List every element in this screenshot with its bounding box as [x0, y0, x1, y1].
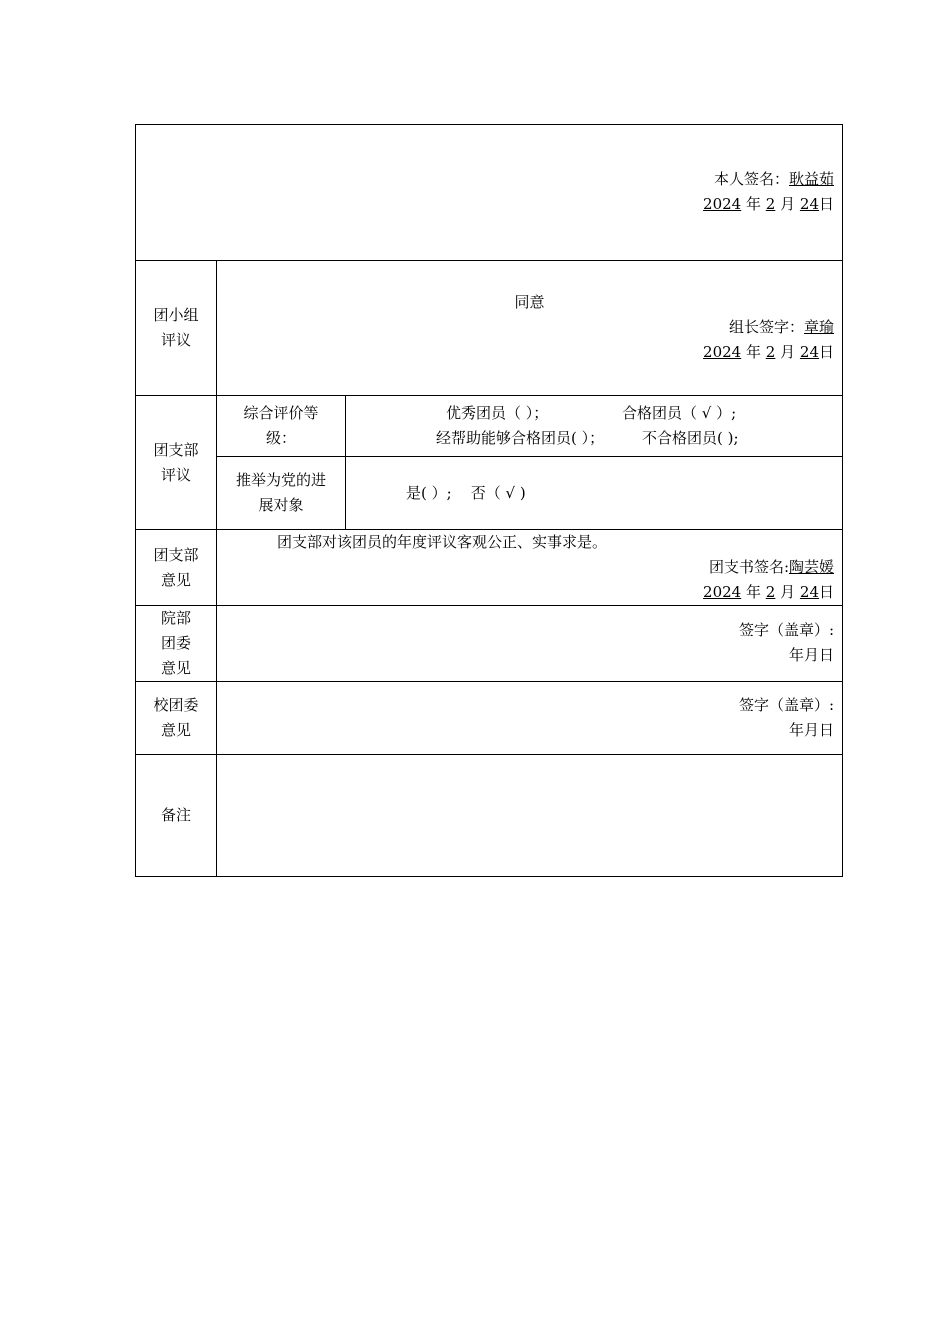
branch-rating-row [136, 396, 843, 457]
self-signature-row [136, 125, 843, 261]
college-committee-label: 院部 团委 意见 [136, 606, 217, 682]
self-signature-name: 耿益茹 [789, 170, 835, 188]
group-review-label: 团小组 评议 [136, 261, 217, 396]
branch-opinion-row [136, 530, 843, 606]
self-signature-label: 本人签名： [714, 170, 790, 188]
school-committee-label: 校团委 意见 [136, 682, 217, 755]
group-review-content [217, 261, 843, 396]
date-unit-day: 日 [819, 195, 835, 213]
school-committee-date: 年月日 [789, 721, 835, 739]
remarks-label: 备注 [136, 755, 217, 877]
group-review-date: 2024 年 2 月 24日 [703, 343, 835, 361]
self-date-year: 2024 [703, 195, 742, 213]
group-leader-name: 章瑜 [804, 318, 835, 336]
college-committee-signature: 签字（盖章）: [738, 621, 835, 639]
group-leader-signature: 组长签字：章瑜 [729, 318, 835, 336]
branch-opinion-date: 2024 年 2 月 24日 [703, 583, 835, 601]
evaluation-form-table [135, 124, 843, 877]
group-review-row [136, 261, 843, 396]
date-unit-year: 年 [746, 195, 762, 213]
rating-label: 综合评价等 级： [217, 396, 346, 457]
group-review-opinion: 同意 [514, 293, 545, 311]
school-committee-content [217, 682, 843, 755]
school-committee-signature: 签字（盖章）: [738, 696, 835, 714]
branch-recommend-row [136, 457, 843, 530]
recommend-label: 推举为党的进 展对象 [217, 457, 346, 530]
branch-opinion-label: 团支部 意见 [136, 530, 217, 606]
remarks-row [136, 755, 843, 877]
branch-opinion-text: 团支部对该团员的年度评议客观公正、实事求是。 [277, 533, 608, 551]
school-committee-row [136, 682, 843, 755]
self-signature-line [136, 167, 834, 192]
recommend-options [346, 457, 843, 530]
branch-secretary-signature: 团支书签名:陶芸媛 [708, 558, 835, 576]
college-committee-content [217, 606, 843, 682]
remarks-content [217, 755, 843, 877]
self-signature-cell [136, 125, 843, 261]
date-unit-month: 月 [780, 195, 796, 213]
option-unqualified: 不合格团员( ); [642, 429, 739, 447]
branch-review-label: 团支部 评议 [136, 396, 217, 530]
college-committee-date: 年月日 [789, 646, 835, 664]
self-date [136, 192, 834, 217]
self-date-month: 2 [765, 195, 776, 213]
recommend-choice: 是( ）; 否（ √ ) [406, 483, 526, 502]
self-date-day: 24 [799, 195, 820, 213]
rating-options [346, 396, 843, 457]
option-excellent: 优秀团员（ ）； [446, 404, 549, 422]
option-helped-qualified: 经帮助能够合格团员( ）； [436, 429, 605, 447]
branch-secretary-name: 陶芸媛 [789, 558, 835, 576]
branch-opinion-content [217, 530, 843, 606]
college-committee-row [136, 606, 843, 682]
option-qualified: 合格团员（ √ ）; [622, 404, 737, 422]
